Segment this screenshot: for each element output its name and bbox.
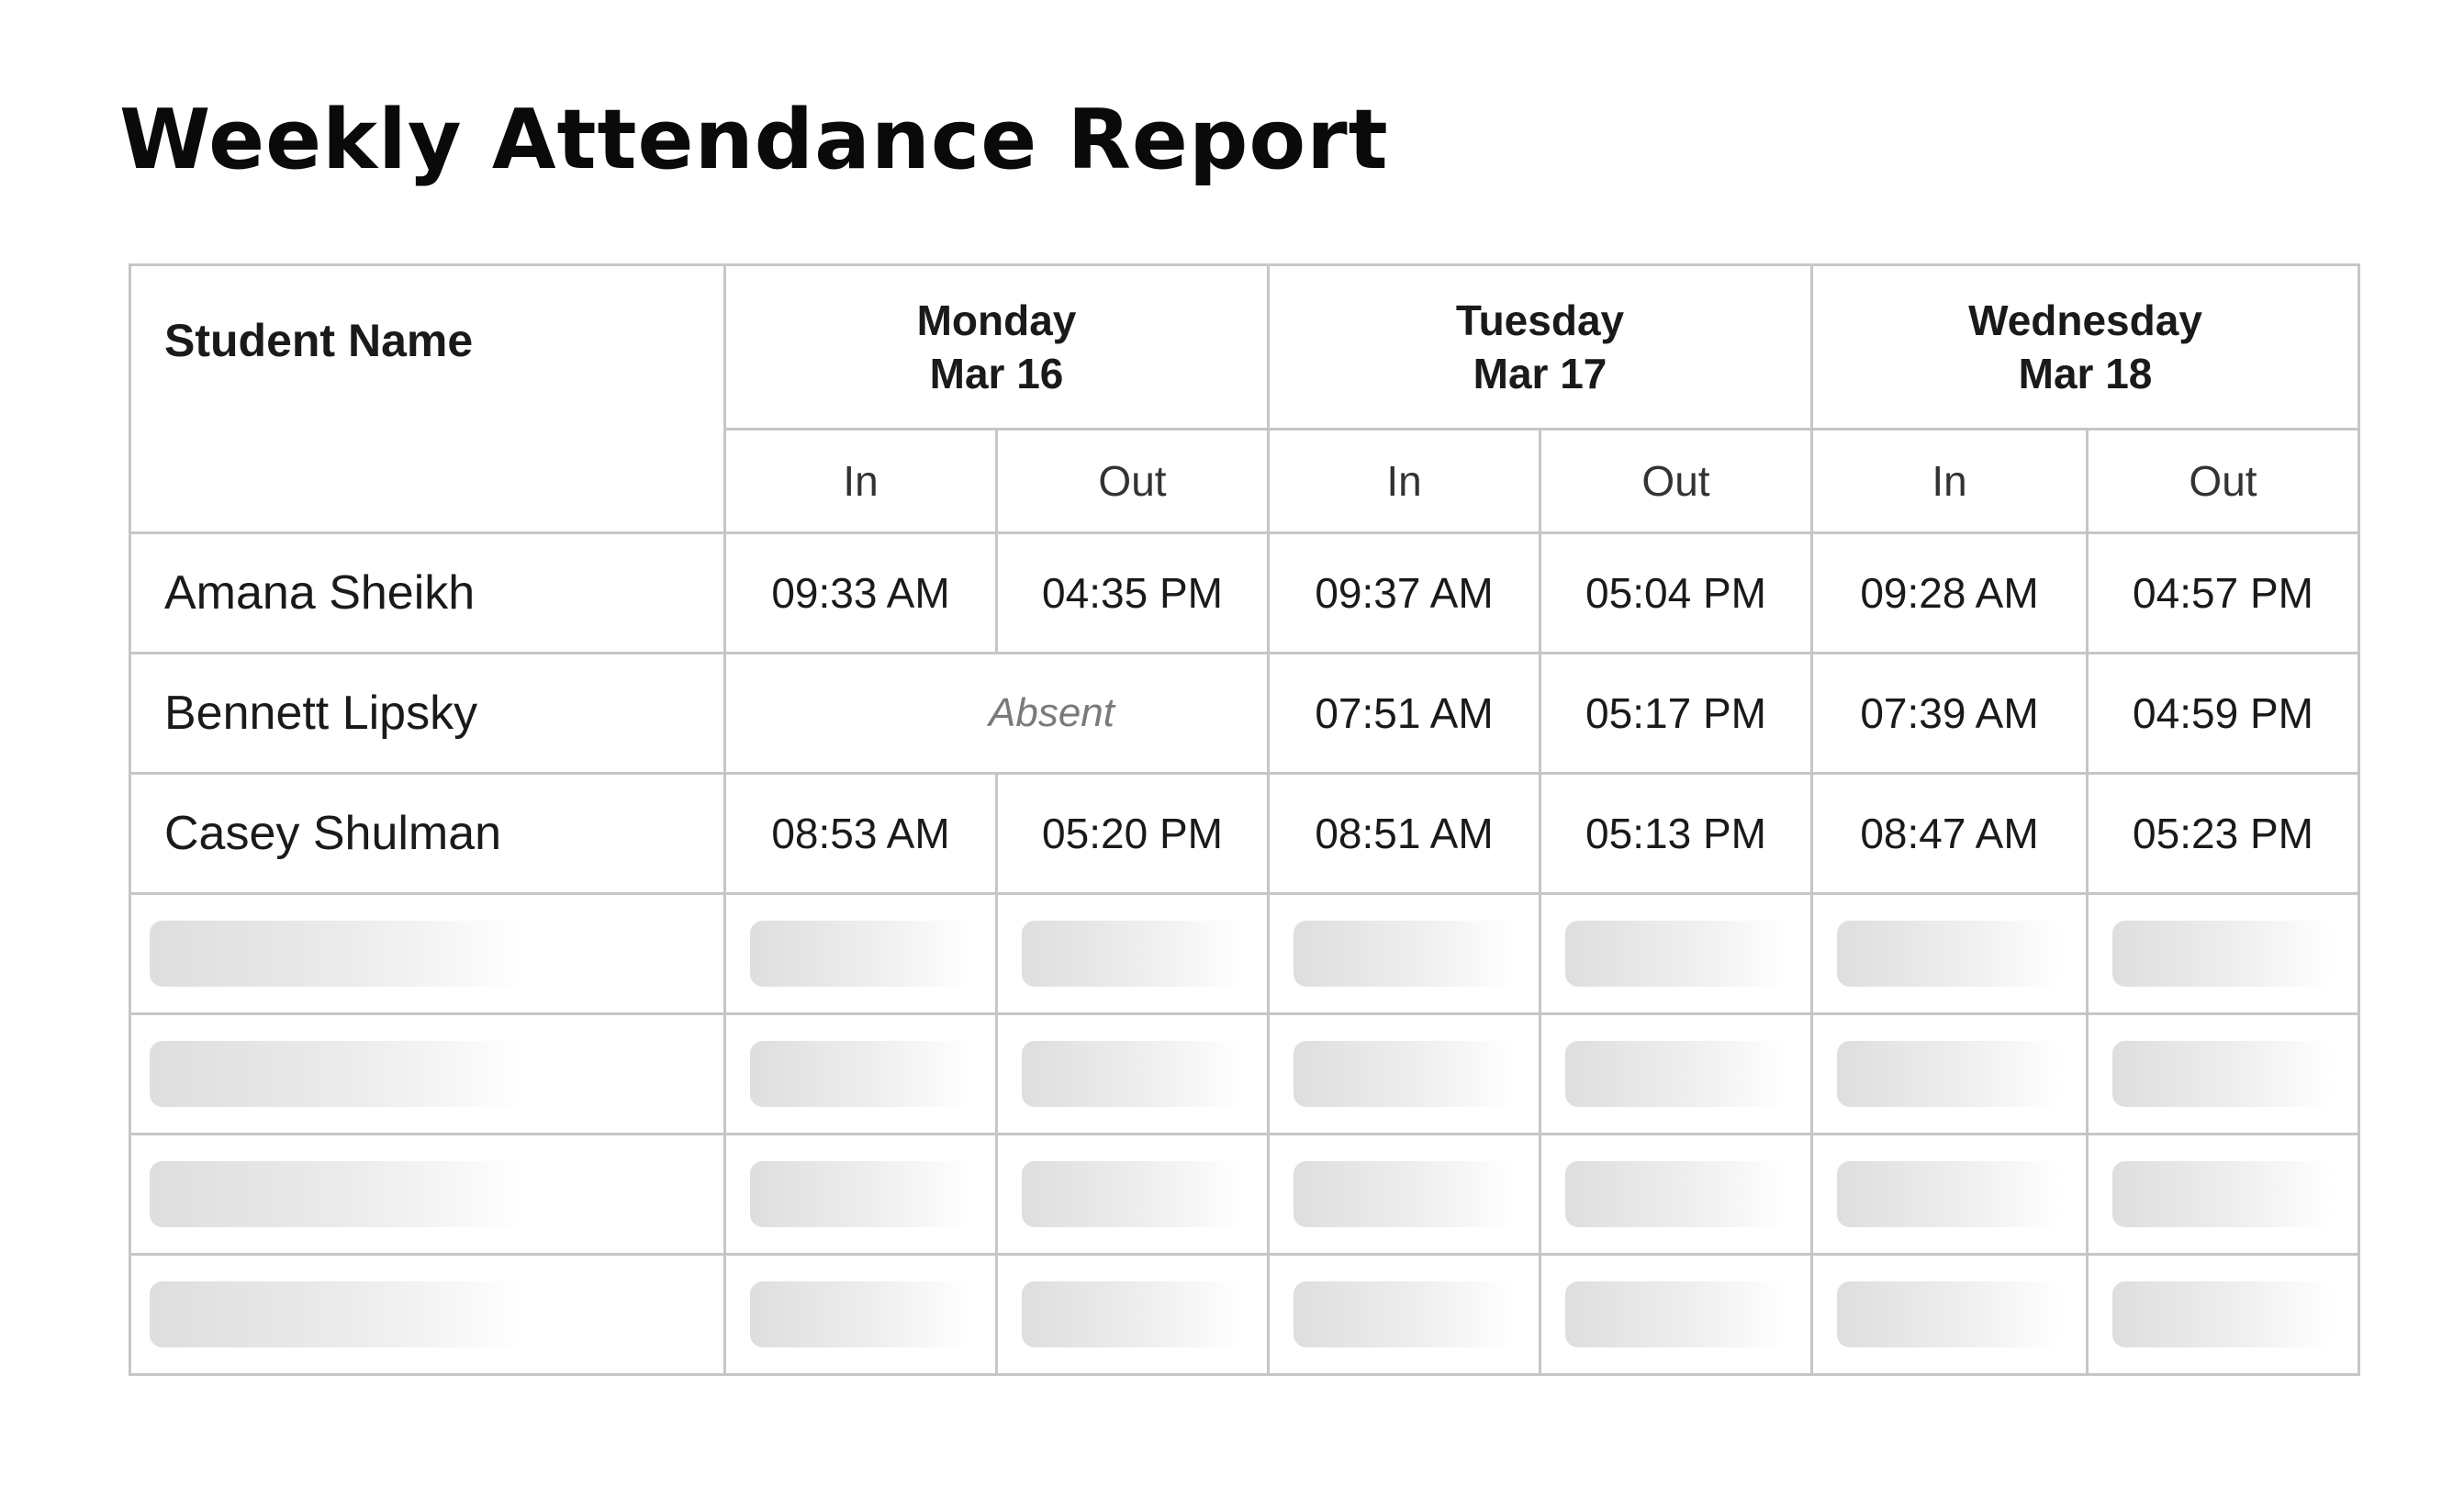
skeleton-placeholder bbox=[1837, 1041, 2062, 1107]
skeleton-placeholder bbox=[1022, 921, 1243, 987]
skeleton-placeholder bbox=[750, 1281, 971, 1347]
skeleton-placeholder bbox=[1022, 1041, 1243, 1107]
day-name: Wednesday bbox=[1968, 296, 2202, 344]
skeleton-cell bbox=[725, 1255, 997, 1375]
skeleton-cell bbox=[1540, 894, 1812, 1014]
table-row bbox=[130, 533, 2359, 654]
time-out: 04:59 PM bbox=[2088, 654, 2359, 774]
skeleton-row bbox=[130, 1255, 2359, 1375]
student-name: Amana Sheikh bbox=[130, 533, 725, 654]
skeleton-cell bbox=[725, 1014, 997, 1135]
skeleton-cell bbox=[2088, 1135, 2359, 1255]
day-date: Mar 16 bbox=[929, 350, 1064, 397]
time-in: 08:51 AM bbox=[1269, 774, 1540, 894]
student-name: Casey Shulman bbox=[130, 774, 725, 894]
skeleton-placeholder bbox=[750, 1161, 971, 1227]
column-header-day bbox=[725, 265, 1269, 430]
skeleton-row bbox=[130, 894, 2359, 1014]
column-header-out: Out bbox=[997, 430, 1269, 533]
skeleton-cell bbox=[1812, 1014, 2088, 1135]
skeleton-placeholder bbox=[2112, 1041, 2334, 1107]
table-row bbox=[130, 774, 2359, 894]
skeleton-placeholder bbox=[1837, 921, 2062, 987]
skeleton-cell bbox=[2088, 894, 2359, 1014]
time-out: 05:17 PM bbox=[1540, 654, 1812, 774]
skeleton-cell bbox=[2088, 1255, 2359, 1375]
skeleton-cell bbox=[725, 1135, 997, 1255]
day-date: Mar 17 bbox=[1473, 350, 1607, 397]
skeleton-placeholder bbox=[1565, 1041, 1786, 1107]
skeleton-placeholder bbox=[1022, 1281, 1243, 1347]
time-in: 08:47 AM bbox=[1812, 774, 2088, 894]
skeleton-placeholder bbox=[1837, 1161, 2062, 1227]
skeleton-cell bbox=[997, 1135, 1269, 1255]
skeleton-cell bbox=[1812, 894, 2088, 1014]
table-row bbox=[130, 654, 2359, 774]
time-in: 08:53 AM bbox=[725, 774, 997, 894]
time-out: 05:20 PM bbox=[997, 774, 1269, 894]
skeleton-cell bbox=[130, 1135, 725, 1255]
day-date: Mar 18 bbox=[2018, 350, 2153, 397]
skeleton-placeholder bbox=[150, 1041, 526, 1107]
header-row-days bbox=[130, 265, 2359, 430]
skeleton-cell bbox=[2088, 1014, 2359, 1135]
skeleton-placeholder bbox=[1837, 1281, 2062, 1347]
skeleton-cell bbox=[1540, 1014, 1812, 1135]
skeleton-placeholder bbox=[150, 1161, 526, 1227]
skeleton-cell bbox=[997, 1014, 1269, 1135]
skeleton-cell bbox=[130, 1014, 725, 1135]
skeleton-cell bbox=[130, 894, 725, 1014]
skeleton-placeholder bbox=[1294, 1041, 1515, 1107]
skeleton-placeholder bbox=[2112, 1161, 2334, 1227]
column-header-in: In bbox=[725, 430, 997, 533]
skeleton-cell bbox=[1269, 1014, 1540, 1135]
skeleton-placeholder bbox=[750, 1041, 971, 1107]
skeleton-placeholder bbox=[1565, 1281, 1786, 1347]
skeleton-row bbox=[130, 1014, 2359, 1135]
student-name: Bennett Lipsky bbox=[130, 654, 725, 774]
day-name: Tuesday bbox=[1455, 296, 1625, 344]
skeleton-placeholder bbox=[1565, 921, 1786, 987]
time-out: 05:04 PM bbox=[1540, 533, 1812, 654]
absent-label: Absent bbox=[725, 654, 1269, 774]
time-in: 09:37 AM bbox=[1269, 533, 1540, 654]
column-header-in: In bbox=[1812, 430, 2088, 533]
time-in: 07:51 AM bbox=[1269, 654, 1540, 774]
skeleton-cell bbox=[1540, 1135, 1812, 1255]
skeleton-placeholder bbox=[2112, 921, 2334, 987]
skeleton-cell bbox=[1269, 894, 1540, 1014]
skeleton-cell bbox=[1812, 1135, 2088, 1255]
column-header-in: In bbox=[1269, 430, 1540, 533]
skeleton-row bbox=[130, 1135, 2359, 1255]
page-title: Weekly Attendance Report bbox=[119, 92, 1389, 188]
time-out: 05:13 PM bbox=[1540, 774, 1812, 894]
time-in: 09:28 AM bbox=[1812, 533, 2088, 654]
attendance-table bbox=[129, 263, 2360, 1376]
day-name: Monday bbox=[916, 296, 1077, 344]
skeleton-placeholder bbox=[2112, 1281, 2334, 1347]
time-out: 04:57 PM bbox=[2088, 533, 2359, 654]
skeleton-placeholder bbox=[150, 921, 526, 987]
skeleton-placeholder bbox=[750, 921, 971, 987]
skeleton-cell bbox=[1269, 1135, 1540, 1255]
column-header-day bbox=[1812, 265, 2359, 430]
time-in: 09:33 AM bbox=[725, 533, 997, 654]
skeleton-placeholder bbox=[1565, 1161, 1786, 1227]
time-in: 07:39 AM bbox=[1812, 654, 2088, 774]
skeleton-cell bbox=[1269, 1255, 1540, 1375]
skeleton-cell bbox=[997, 1255, 1269, 1375]
skeleton-cell bbox=[130, 1255, 725, 1375]
skeleton-placeholder bbox=[1294, 1281, 1515, 1347]
skeleton-cell bbox=[725, 894, 997, 1014]
column-header-out: Out bbox=[1540, 430, 1812, 533]
skeleton-placeholder bbox=[150, 1281, 526, 1347]
skeleton-placeholder bbox=[1022, 1161, 1243, 1227]
column-header-student-name: Student Name bbox=[130, 265, 725, 533]
skeleton-placeholder bbox=[1294, 921, 1515, 987]
skeleton-cell bbox=[997, 894, 1269, 1014]
skeleton-cell bbox=[1540, 1255, 1812, 1375]
time-out: 05:23 PM bbox=[2088, 774, 2359, 894]
skeleton-placeholder bbox=[1294, 1161, 1515, 1227]
skeleton-cell bbox=[1812, 1255, 2088, 1375]
time-out: 04:35 PM bbox=[997, 533, 1269, 654]
column-header-out: Out bbox=[2088, 430, 2359, 533]
column-header-day bbox=[1269, 265, 1812, 430]
